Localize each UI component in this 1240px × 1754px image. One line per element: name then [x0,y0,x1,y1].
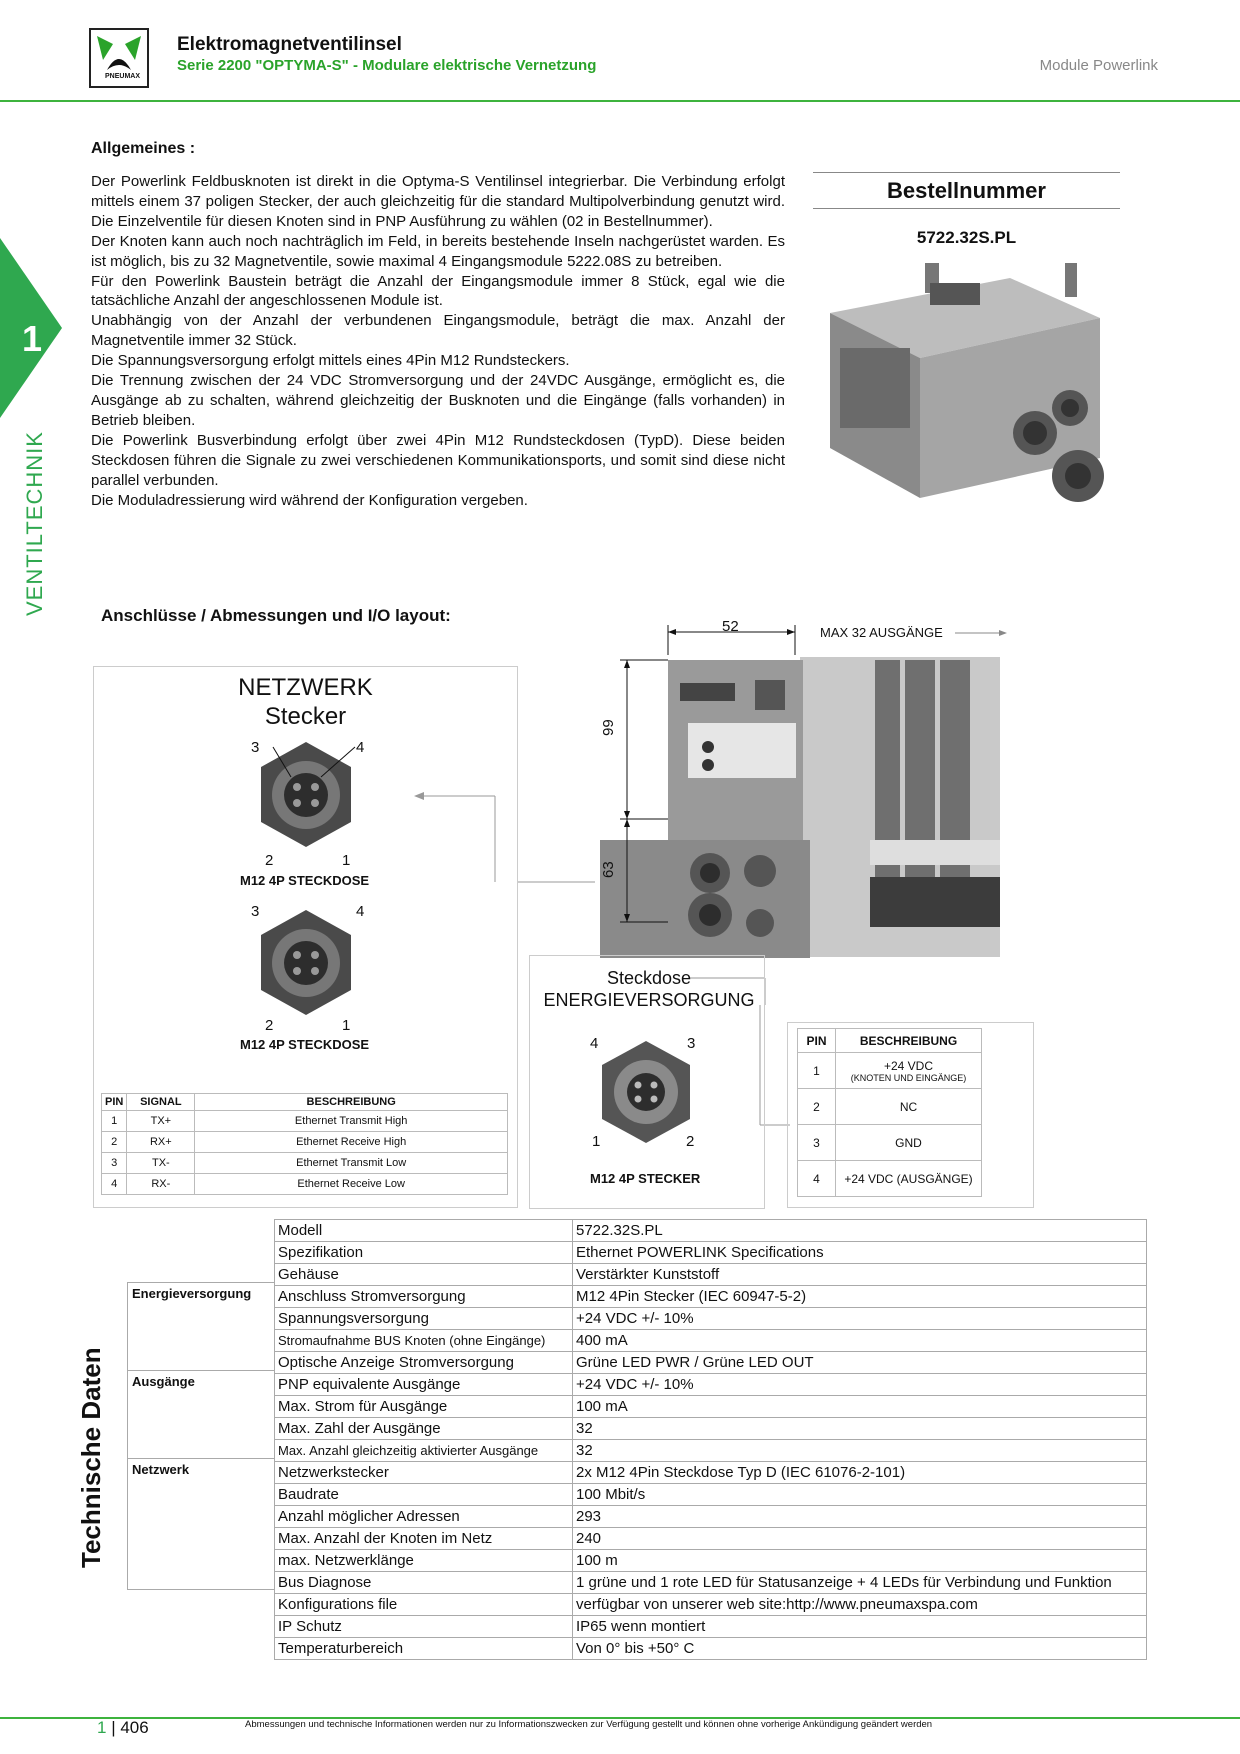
page-number-value: 406 [120,1718,149,1737]
table-cell: +24 VDC (AUSGÄNGE) [836,1161,982,1197]
signal-table-header: PIN [102,1094,127,1111]
page-separator: | [111,1718,121,1737]
page-number [97,1718,149,1738]
spec-value: Von 0° bis +50° C [573,1638,1147,1660]
page-title: Elektromagnetventilinsel [177,34,402,55]
table-row [275,1286,1147,1308]
spec-label: Bus Diagnose [275,1572,573,1594]
table-row [275,1506,1147,1528]
table-cell: 4 [798,1161,836,1197]
general-paragraph: Unabhängig von der Anzahl der verbundenen Eingangsmodule, beträgt die max. Anzahl der Magnetventile immer 32 Stück. [91,312,785,350]
table-row [275,1550,1147,1572]
m12-plug-drawing [594,1037,698,1149]
socket-label: M12 4P STECKDOSE [240,1037,370,1052]
spec-value: 32 [573,1440,1147,1462]
power-title: Steckdose [606,968,692,988]
table-cell: Ethernet Receive Low [195,1174,508,1195]
spec-label: Konfigurations file [275,1594,573,1616]
table-cell: TX- [127,1153,195,1174]
table-row [275,1264,1147,1286]
spec-label: Anzahl möglicher Adressen [275,1506,573,1528]
general-paragraph: Die Trennung zwischen der 24 VDC Stromversorgung und der 24VDC Ausgänge, ermöglicht es, die Ausgänge ab zu schalten, während gleichzeitig der Busknoten und die Eingänge (falls vorhanden) in Betrieb bleiben. [91,372,785,429]
group-label: Netzwerk [127,1458,274,1590]
spec-label: Temperaturbereich [275,1638,573,1660]
table-cell: 1 [798,1053,836,1089]
dimension-max-outputs: MAX 32 AUSGÄNGE [820,625,943,640]
tech-data-table [274,1219,1147,1660]
order-number-title: Bestellnummer [813,172,1120,209]
spec-label: Max. Zahl der Ausgänge [275,1418,573,1440]
network-title: NETZWERK [238,674,373,701]
signal-table-header: SIGNAL [127,1094,195,1111]
table-row [275,1638,1147,1660]
table-cell: NC [836,1089,982,1125]
order-number-code: 5722.32S.PL [916,228,1017,247]
table-cell: GND [836,1125,982,1161]
table-row [798,1125,982,1161]
group-label: Energieversorgung [127,1282,274,1370]
table-cell: Ethernet Transmit High [195,1111,508,1132]
spec-value: 100 m [573,1550,1147,1572]
spec-label: Anschluss Stromversorgung [275,1286,573,1308]
spec-value: M12 4Pin Stecker (IEC 60947-5-2) [573,1286,1147,1308]
spec-value: 32 [573,1418,1147,1440]
spec-value: 240 [573,1528,1147,1550]
m12-socket-drawing [251,737,361,857]
table-row [275,1594,1147,1616]
table-row [798,1161,982,1197]
spec-label: Baudrate [275,1484,573,1506]
general-title: Allgemeines : [91,140,196,157]
spec-value: +24 VDC +/- 10% [573,1308,1147,1330]
pin-label: 1 [342,852,351,869]
dimension-lower: 63 [600,861,617,878]
pin-label: 3 [251,739,260,756]
spec-value: 1 grüne und 1 rote LED für Statusanzeige + 4 LEDs für Verbindung und Funktion [573,1572,1147,1594]
table-row [275,1374,1147,1396]
pin-table-header: BESCHREIBUNG [836,1029,982,1053]
page-subtitle: Serie 2200 "OPTYMA-S" - Modulare elektrische Vernetzung [177,57,597,74]
section-label: Module Powerlink [1039,57,1158,74]
signal-table-header: BESCHREIBUNG [195,1094,508,1111]
table-row [275,1396,1147,1418]
spec-label: Spezifikation [275,1242,573,1264]
table-row [275,1220,1147,1242]
pin-label: 4 [590,1035,599,1052]
footer-disclaimer: Abmessungen und technische Informationen werden nur zu Informationszwecken zur Verfügung gestellt und können ohne vorherige Ankündigung geändert werden [245,1719,933,1730]
spec-label: PNP equivalente Ausgänge [275,1374,573,1396]
header-divider [0,100,1240,102]
chapter-number: 1 [22,318,43,359]
logo-wordmark: PNEUMAX [105,73,141,80]
spec-value: 2x M12 4Pin Steckdose Typ D (IEC 61076-2-101) [573,1462,1147,1484]
table-row [275,1462,1147,1484]
general-text [91,172,785,510]
pin-label: 4 [356,739,365,756]
pin-label: 4 [356,903,365,920]
table-row [275,1352,1147,1374]
table-row [102,1174,508,1195]
table-row [275,1330,1147,1352]
table-cell: 3 [102,1153,127,1174]
table-row [275,1528,1147,1550]
plug-label: M12 4P STECKER [590,1171,701,1186]
spec-value: verfügbar von unserer web site:http://www.pneumaxspa.com [573,1594,1147,1616]
spec-value: 100 mA [573,1396,1147,1418]
m12-socket-drawing [251,905,361,1025]
table-row [275,1308,1147,1330]
dimension-width: 52 [722,618,739,635]
spec-value: 293 [573,1506,1147,1528]
spec-value: 5722.32S.PL [573,1220,1147,1242]
spec-label: Stromaufnahme BUS Knoten (ohne Eingänge) [275,1330,573,1352]
table-cell: RX- [127,1174,195,1195]
table-cell: Ethernet Receive High [195,1132,508,1153]
spec-label: Modell [275,1220,573,1242]
spec-label: Spannungsversorgung [275,1308,573,1330]
pin-label: 2 [686,1133,695,1150]
table-cell: 4 [102,1174,127,1195]
general-paragraph: Die Powerlink Busverbindung erfolgt über zwei 4Pin M12 Rundsteckdosen (TypD). Diese beiden Steckdosen führen die Signale zu zwei verschiedenen Kommunikationsports, und somit sind diese nicht parallel verbunden. [91,431,785,489]
general-paragraph: Die Moduladressierung wird während der Konfiguration vergeben. [91,491,528,509]
pin-label: 3 [251,903,260,920]
chapter-number: 1 [97,1718,107,1737]
table-cell: 3 [798,1125,836,1161]
dimension-upper: 99 [600,719,617,736]
table-row [275,1484,1147,1506]
table-cell [836,1053,982,1089]
pin-table [797,1028,982,1197]
spec-value: 100 Mbit/s [573,1484,1147,1506]
product-photo [820,258,1120,558]
spec-value: Verstärkter Kunststoff [573,1264,1147,1286]
general-paragraph: Die Spannungsversorgung erfolgt mittels eines 4Pin M12 Rundsteckers. [91,352,570,370]
spec-value: +24 VDC +/- 10% [573,1374,1147,1396]
table-row [102,1153,508,1174]
table-row [798,1053,982,1089]
table-row [275,1440,1147,1462]
connections-title: Anschlüsse / Abmessungen und I/O layout: [101,606,451,625]
spec-label: Gehäuse [275,1264,573,1286]
spec-label: Max. Anzahl der Knoten im Netz [275,1528,573,1550]
socket-label: M12 4P STECKDOSE [240,873,370,888]
table-row [275,1572,1147,1594]
table-cell: Ethernet Transmit Low [195,1153,508,1174]
network-subtitle: Stecker [264,703,347,730]
spec-label: max. Netzwerklänge [275,1550,573,1572]
table-row [275,1242,1147,1264]
group-label: Ausgänge [127,1370,274,1458]
power-subtitle: ENERGIEVERSORGUNG [543,990,755,1010]
spec-label: IP Schutz [275,1616,573,1638]
tech-data-title: Technische Daten [76,1347,106,1568]
table-row [275,1418,1147,1440]
pin-table-header: PIN [798,1029,836,1053]
chapter-label: VENTILTECHNIK [22,431,47,616]
table-cell: TX+ [127,1111,195,1132]
general-paragraph: Der Knoten kann auch noch nachträglich im Feld, in bereits bestehende Inseln nachgerüstet warden. Es ist möglich, bis zu 32 Magnetventile, sowie maximal 4 Eingangsmodule 5222.08S zu betreiben. [91,232,785,270]
pin-label: 2 [265,852,274,869]
pin-description-note: (KNOTEN UND EINGÄNGE) [850,1072,967,1083]
table-cell: 2 [102,1132,127,1153]
pin-label: 2 [265,1017,274,1034]
spec-label: Max. Anzahl gleichzeitig aktivierter Ausgänge [275,1440,573,1462]
pneumax-logo [89,28,149,88]
spec-value: Grüne LED PWR / Grüne LED OUT [573,1352,1147,1374]
table-row [102,1132,508,1153]
table-row [275,1616,1147,1638]
table-row [798,1089,982,1125]
spec-value: IP65 wenn montiert [573,1616,1147,1638]
general-paragraph: Der Powerlink Feldbusknoten ist direkt in die Optyma-S Ventilinsel integrierbar. Die Verbindung erfolgt mittels einem 37 poligen Stecker, der auch gleichzeitig für die standard Multipolverbindung genutzt wird. Die Einzelventile für diesen Knoten sind in PNP Ausführung zu wählen (02 in Bestellnummer). [91,173,785,230]
spec-value: 400 mA [573,1330,1147,1352]
spec-value: Ethernet POWERLINK Specifications [573,1242,1147,1264]
pin-description: +24 VDC [883,1058,934,1073]
table-cell: RX+ [127,1132,195,1153]
pin-label: 3 [687,1035,696,1052]
spec-label: Netzwerkstecker [275,1462,573,1484]
pin-label: 1 [592,1133,601,1150]
general-paragraph: Für den Powerlink Baustein beträgt die Anzahl der Eingangsmodule immer 8 Stück, egal wie die tatsächliche Anzahl der angeschlossenen Module ist. [91,272,785,310]
spec-label: Optische Anzeige Stromversorgung [275,1352,573,1374]
pin-label: 1 [342,1017,351,1034]
spec-label: Max. Strom für Ausgänge [275,1396,573,1418]
table-cell: 1 [102,1111,127,1132]
table-cell: 2 [798,1089,836,1125]
